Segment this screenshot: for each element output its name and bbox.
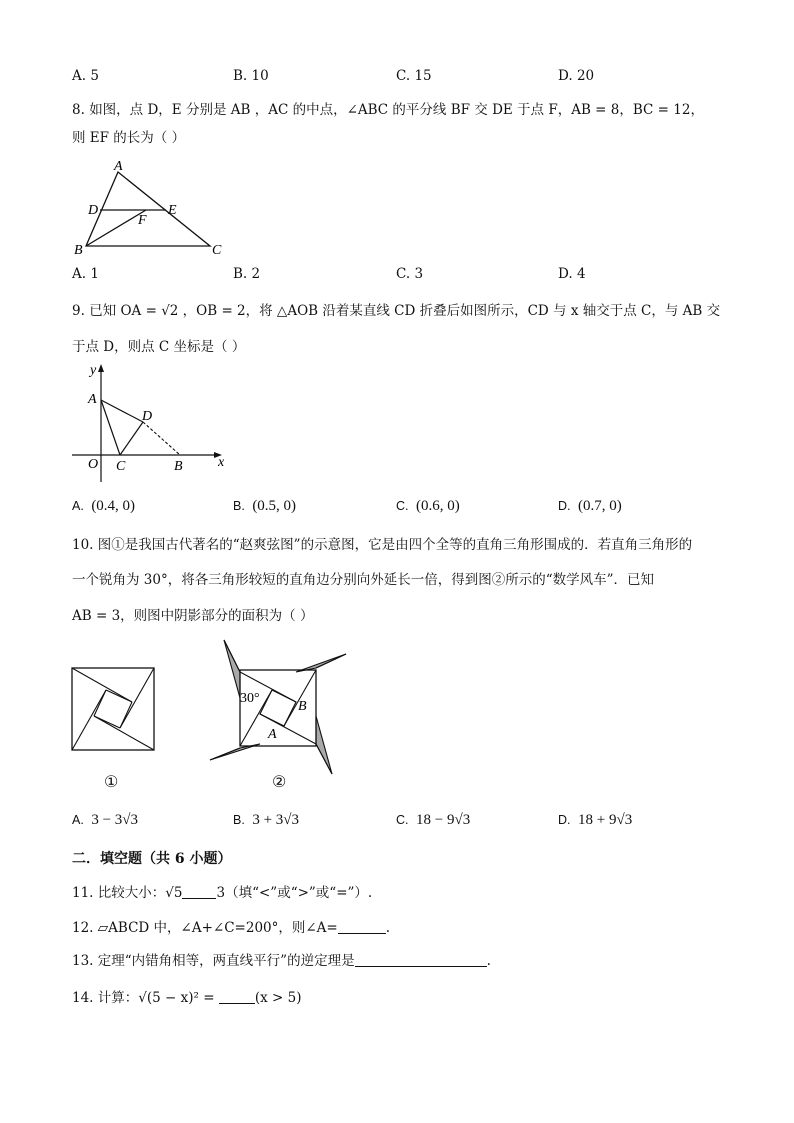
- q13-answer-blank[interactable]: [355, 966, 487, 967]
- q9-option-c: C. (0.6, 0): [396, 498, 460, 514]
- q8-label-a: A: [114, 159, 123, 174]
- q8-option-b: B. 2: [233, 266, 261, 282]
- q9-label-o: O: [88, 457, 99, 472]
- q9-line1: 9. 已知 OA = √2 ，OB = 2，将 △AOB 沿着某直线 CD 折叠后如图所示，CD 与 x 轴交于点 C，与 AB 交: [72, 303, 721, 319]
- q9-line2: 于点 D，则点 C 坐标是（ ）: [72, 339, 246, 355]
- q12-answer-blank[interactable]: [338, 933, 386, 934]
- q10-option-a: A. 3 − 3√3: [72, 812, 139, 828]
- q8-triangle-figure: [70, 158, 230, 258]
- q10-figure2-angle: 30°: [240, 691, 260, 706]
- q9-label-d: D: [142, 409, 153, 424]
- q9-label-a: A: [88, 392, 97, 407]
- section2-title: 二．填空题（共 6 小题）: [72, 851, 232, 867]
- q10-figure2-label-a: A: [268, 727, 277, 742]
- q9-label-x: x: [218, 455, 225, 470]
- q8-line2: 则 EF 的长为（ ）: [72, 130, 186, 146]
- q9-coordinate-figure: [70, 360, 230, 485]
- q9-label-y: y: [90, 363, 97, 378]
- q10-figure2-label: ②: [272, 772, 287, 791]
- q10-option-c: C. 18 − 9√3: [396, 812, 471, 828]
- q8-label-c: C: [212, 243, 222, 258]
- q7-option-a: A. 5: [72, 68, 99, 84]
- q10-figure1-zhao-square: [72, 668, 156, 752]
- q14-line: 14. 计算：√(5 − x)² = (x > 5): [72, 990, 302, 1006]
- q11-answer-blank[interactable]: [182, 898, 216, 899]
- q9-label-b: B: [174, 459, 183, 474]
- q7-option-d: D. 20: [558, 68, 595, 84]
- q14-answer-blank[interactable]: [219, 1003, 255, 1004]
- q8-label-d: D: [88, 203, 99, 218]
- q9-option-d: D. (0.7, 0): [558, 498, 622, 514]
- q10-option-d: D. 18 + 9√3: [558, 812, 633, 828]
- q8-label-b: B: [74, 243, 83, 258]
- q10-line3: AB = 3，则图中阴影部分的面积为（ ）: [72, 608, 314, 624]
- q7-option-b: B. 10: [233, 68, 269, 84]
- q9-label-c: C: [116, 459, 126, 474]
- q8-label-f: F: [138, 213, 147, 228]
- q8-line1: 8. 如图，点 D，E 分别是 AB ，AC 的中点，∠ABC 的平分线 BF 交 DE 于点 F，AB = 8，BC = 12，: [72, 102, 704, 118]
- q8-option-d: D. 4: [558, 266, 586, 282]
- q12-line: 12. ▱ABCD 中，∠A+∠C=200°，则∠A= .: [72, 920, 391, 936]
- q10-line1: 10. 图①是我国古代著名的“赵爽弦图”的示意图，它是由四个全等的直角三角形围成的．若直角三角形的: [72, 537, 693, 553]
- q10-figure2-windmill: [210, 640, 350, 775]
- q8-option-c: C. 3: [396, 266, 424, 282]
- q10-figure1-label: ①: [104, 772, 119, 791]
- q13-line: 13. 定理“内错角相等，两直线平行”的逆定理是 .: [72, 953, 491, 969]
- q7-option-c: C. 15: [396, 68, 432, 84]
- q8-option-a: A. 1: [72, 266, 99, 282]
- q10-line2: 一个锐角为 30°，将各三角形较短的直角边分别向外延长一倍，得到图②所示的“数学风车”．已知: [72, 572, 655, 588]
- q11-line: 11. 比较大小：√5 3（填“<”或“>”或“=”）.: [72, 885, 373, 901]
- q9-option-a: A. (0.4, 0): [72, 498, 136, 514]
- q10-figure2-label-b: B: [298, 699, 307, 714]
- q9-option-b: B. (0.5, 0): [233, 498, 297, 514]
- q10-option-b: B. 3 + 3√3: [233, 812, 300, 828]
- q8-label-e: E: [168, 203, 177, 218]
